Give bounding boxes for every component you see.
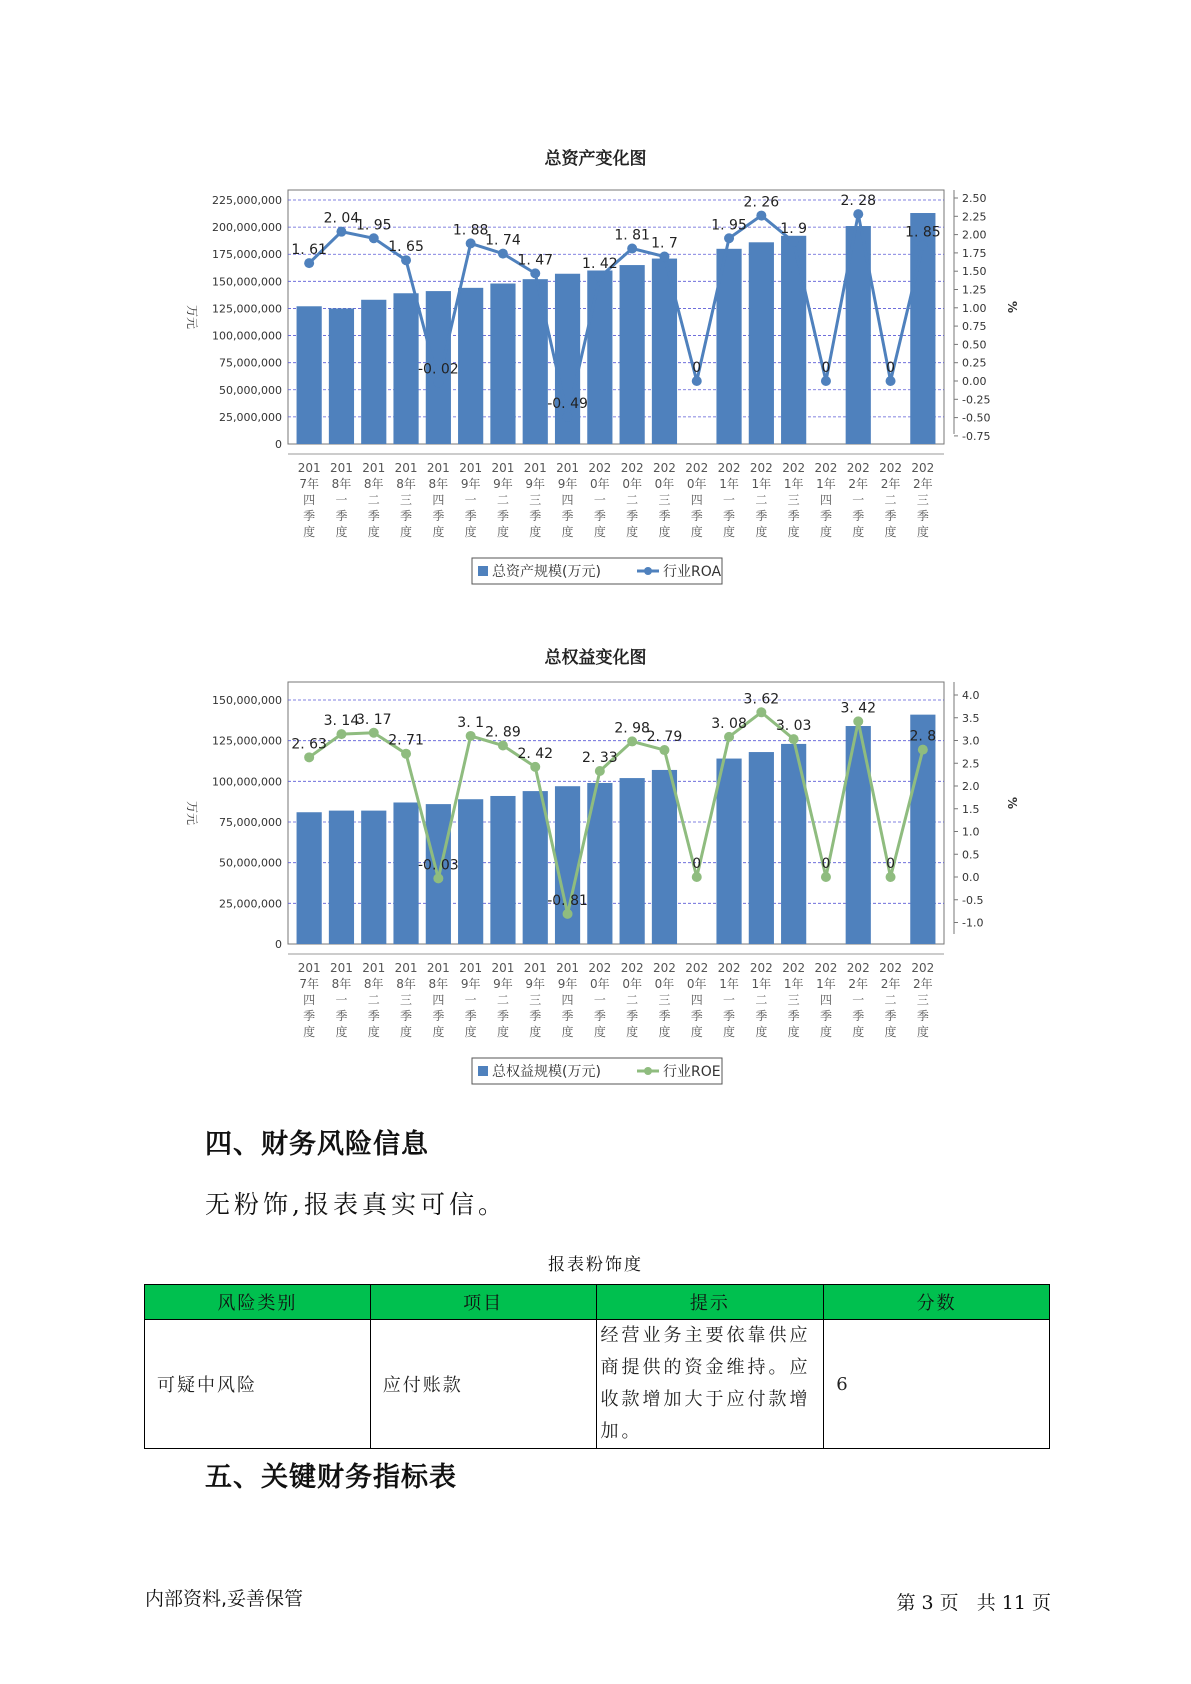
x-tick-label: 201 7年四季度 bbox=[297, 461, 321, 539]
data-label: 3. 14 bbox=[323, 713, 360, 730]
header-score: 分数 bbox=[824, 1285, 1050, 1320]
x-tick-label: 201 8年一季度 bbox=[329, 961, 353, 1039]
x-tick-label: 201 8年四季度 bbox=[426, 461, 450, 539]
y-axis-label: 万元 bbox=[185, 800, 199, 826]
x-tick-label: 202 2年一季度 bbox=[846, 461, 870, 539]
x-tick-label: 201 8年四季度 bbox=[426, 961, 450, 1039]
x-tick-label: 202 0年四季度 bbox=[685, 961, 709, 1039]
data-label: 1. 9 bbox=[780, 220, 808, 237]
bar bbox=[652, 770, 677, 944]
y2-tick-label: 1.0 bbox=[962, 825, 980, 839]
x-tick-label: 202 1年三季度 bbox=[782, 461, 806, 539]
data-label: 2. 26 bbox=[743, 194, 780, 211]
y-tick-label: 75,000,000 bbox=[219, 356, 282, 370]
data-label: 1. 42 bbox=[582, 256, 618, 273]
bar bbox=[555, 786, 580, 944]
y-tick-label: 25,000,000 bbox=[219, 410, 282, 424]
x-tick-label: 201 9年二季度 bbox=[491, 461, 515, 539]
y2-tick-label: -0.50 bbox=[962, 411, 991, 425]
data-label: 1. 95 bbox=[355, 217, 392, 234]
line-point bbox=[756, 211, 766, 221]
line-point bbox=[433, 377, 443, 387]
x-tick-label: 202 0年一季度 bbox=[588, 461, 612, 539]
line-point bbox=[466, 731, 476, 741]
x-tick-label: 202 1年四季度 bbox=[814, 461, 838, 539]
line-point bbox=[918, 241, 928, 251]
line-point bbox=[789, 237, 799, 247]
line-point bbox=[918, 745, 928, 755]
bar bbox=[781, 236, 806, 444]
table-caption: 报表粉饰度 bbox=[548, 1255, 643, 1275]
x-tick-label: 202 0年四季度 bbox=[685, 461, 709, 539]
x-tick-label: 201 9年四季度 bbox=[556, 461, 580, 539]
bar bbox=[490, 284, 515, 444]
cell-category: 可疑中风险 bbox=[145, 1320, 371, 1449]
data-label: -0. 81 bbox=[547, 892, 588, 909]
y2-tick-label: 2.25 bbox=[962, 210, 987, 224]
y-tick-label: 75,000,000 bbox=[219, 816, 282, 829]
data-label: -0. 02 bbox=[418, 361, 459, 378]
y2-tick-label: 1.00 bbox=[962, 301, 987, 315]
x-tick-label: 202 0年三季度 bbox=[652, 461, 676, 539]
y2-tick-label: -0.5 bbox=[962, 893, 984, 907]
line-point bbox=[627, 736, 637, 746]
x-tick-label: 202 1年四季度 bbox=[814, 961, 838, 1039]
x-tick-label: 202 1年一季度 bbox=[717, 961, 741, 1039]
x-tick-label: 201 7年四季度 bbox=[297, 961, 321, 1039]
data-label: 0 bbox=[692, 360, 702, 376]
line-point bbox=[369, 233, 379, 243]
x-tick-label: 201 9年一季度 bbox=[459, 961, 483, 1039]
x-tick-label: 201 9年三季度 bbox=[523, 961, 547, 1039]
data-label: 0 bbox=[821, 856, 831, 872]
data-label: 2. 71 bbox=[388, 732, 424, 749]
y-tick-label: 50,000,000 bbox=[219, 383, 282, 397]
y-tick-label: 25,000,000 bbox=[219, 897, 282, 911]
data-label: 1. 47 bbox=[517, 252, 554, 269]
data-label: 1. 95 bbox=[711, 217, 747, 234]
header-item: 项目 bbox=[370, 1285, 596, 1320]
line-point bbox=[369, 728, 379, 738]
assets-chart-title: 总资产变化图 bbox=[544, 149, 647, 169]
table-header-row bbox=[145, 1285, 1050, 1320]
line-point bbox=[659, 252, 669, 262]
y2-tick-label: 0.5 bbox=[962, 848, 980, 862]
x-tick-label: 201 9年三季度 bbox=[523, 461, 547, 539]
y-tick-label: 100,000,000 bbox=[212, 329, 282, 343]
data-label: 2. 89 bbox=[485, 724, 521, 741]
data-label: 3. 17 bbox=[355, 711, 392, 728]
line-point bbox=[304, 258, 314, 268]
line-point bbox=[821, 376, 831, 386]
data-label: -0. 03 bbox=[418, 857, 459, 874]
data-label: 1. 88 bbox=[452, 222, 489, 239]
line-point bbox=[659, 745, 669, 755]
legend-line-label: 行业ROA bbox=[663, 564, 722, 580]
line-point bbox=[756, 707, 766, 717]
data-label: 1. 85 bbox=[905, 224, 941, 241]
bar bbox=[361, 300, 386, 444]
line-point bbox=[433, 873, 443, 883]
y-tick-label: 50,000,000 bbox=[219, 856, 282, 870]
x-tick-label: 202 0年二季度 bbox=[620, 961, 644, 1039]
y-tick-label: 125,000,000 bbox=[212, 302, 282, 316]
table-row bbox=[145, 1320, 1050, 1449]
line-point bbox=[498, 249, 508, 259]
bar bbox=[297, 306, 322, 444]
bar bbox=[361, 811, 386, 944]
bar bbox=[587, 270, 612, 444]
legend-bar-label: 总资产规模(万元) bbox=[492, 564, 601, 580]
data-label: 3. 42 bbox=[840, 700, 877, 717]
line-point bbox=[563, 909, 573, 919]
y2-tick-label: 1.75 bbox=[962, 246, 987, 260]
line-point bbox=[498, 741, 508, 751]
y2-tick-label: 0.0 bbox=[962, 871, 980, 884]
x-tick-label: 201 9年一季度 bbox=[459, 461, 483, 539]
bar bbox=[716, 759, 741, 944]
y2-tick-label: 0.50 bbox=[962, 338, 987, 352]
y2-tick-label: 1.50 bbox=[962, 265, 987, 279]
data-label: 2. 04 bbox=[323, 210, 360, 227]
data-label: 2. 63 bbox=[291, 736, 327, 753]
y2-tick-label: 1.5 bbox=[962, 802, 980, 816]
y-tick-label: 175,000,000 bbox=[212, 248, 282, 262]
line-point bbox=[304, 752, 314, 762]
legend-bar-label: 总权益规模(万元) bbox=[492, 1064, 601, 1080]
y2-tick-label: 2.50 bbox=[962, 192, 987, 205]
data-label: 2. 33 bbox=[582, 749, 618, 766]
y-tick-label: 200,000,000 bbox=[212, 221, 282, 235]
line-point bbox=[336, 227, 346, 237]
section5-heading: 五、关键财务指标表 bbox=[205, 1462, 457, 1493]
section4-text: 无粉饰,报表真实可信。 bbox=[205, 1190, 507, 1219]
equity-chart-title: 总权益变化图 bbox=[544, 648, 647, 668]
data-label: 0 bbox=[692, 856, 702, 872]
bar bbox=[329, 308, 354, 444]
y2-tick-label: 2.00 bbox=[962, 228, 987, 242]
data-label: 0 bbox=[821, 360, 831, 376]
bar bbox=[393, 802, 418, 944]
x-tick-label: 201 8年二季度 bbox=[362, 961, 386, 1039]
x-tick-label: 201 8年三季度 bbox=[394, 961, 418, 1039]
x-tick-label: 201 9年四季度 bbox=[556, 961, 580, 1039]
line-point bbox=[692, 872, 702, 882]
bar bbox=[329, 811, 354, 944]
legend-line-marker bbox=[644, 567, 652, 575]
y2-tick-label: -0.25 bbox=[962, 393, 991, 407]
x-tick-label: 202 2年一季度 bbox=[846, 961, 870, 1039]
legend-line-marker bbox=[644, 1067, 652, 1075]
line-point bbox=[336, 729, 346, 739]
data-label: 2. 28 bbox=[840, 193, 877, 210]
data-label: 2. 42 bbox=[517, 745, 554, 762]
x-tick-label: 202 1年一季度 bbox=[717, 461, 741, 539]
cell-score: 6 bbox=[824, 1320, 1050, 1449]
x-tick-label: 201 8年一季度 bbox=[329, 461, 353, 539]
bar bbox=[749, 752, 774, 944]
bar bbox=[620, 265, 645, 444]
data-label: 3. 62 bbox=[743, 691, 780, 708]
line-point bbox=[853, 209, 863, 219]
equity-chart bbox=[0, 670, 1191, 1090]
bar bbox=[458, 288, 483, 444]
cell-hint: 经营业务主要依靠供应商提供的资金维持。应收款增加大于应付款增加。 bbox=[596, 1320, 824, 1449]
data-label: 1. 65 bbox=[388, 239, 424, 256]
cell-item: 应付账款 bbox=[370, 1320, 596, 1449]
y-tick-label: 125,000,000 bbox=[212, 734, 282, 748]
y2-tick-label: 3.0 bbox=[962, 734, 980, 748]
y2-axis-label: % bbox=[1005, 300, 1019, 314]
assets-chart bbox=[0, 170, 1191, 590]
line-point bbox=[466, 238, 476, 248]
bar bbox=[393, 293, 418, 444]
y2-axis-label: % bbox=[1005, 796, 1019, 810]
data-label: 0 bbox=[886, 856, 896, 872]
x-tick-label: 202 2年三季度 bbox=[911, 461, 935, 539]
y2-tick-label: 3.5 bbox=[962, 711, 980, 725]
line-point bbox=[530, 762, 540, 772]
data-label: 2. 98 bbox=[614, 720, 650, 737]
bar bbox=[297, 812, 322, 944]
data-label: 1. 81 bbox=[614, 227, 650, 244]
line-point bbox=[401, 255, 411, 265]
x-tick-label: 202 0年三季度 bbox=[652, 961, 676, 1039]
x-tick-label: 202 1年二季度 bbox=[749, 961, 773, 1039]
data-label: 1. 7 bbox=[651, 235, 678, 252]
y-tick-label: 150,000,000 bbox=[212, 694, 282, 707]
line-point bbox=[724, 732, 734, 742]
x-tick-label: 202 2年三季度 bbox=[911, 961, 935, 1039]
line-point bbox=[595, 766, 605, 776]
data-label: 1. 61 bbox=[291, 242, 327, 259]
footer-page-number: 第 3 页 共 11 页 bbox=[896, 1592, 1051, 1614]
line-point bbox=[821, 872, 831, 882]
bar bbox=[458, 799, 483, 944]
x-tick-label: 202 0年一季度 bbox=[588, 961, 612, 1039]
y2-tick-label: 2.5 bbox=[962, 757, 980, 771]
data-label: 3. 1 bbox=[457, 714, 485, 731]
y2-tick-label: 0.75 bbox=[962, 320, 987, 334]
y2-tick-label: 0.00 bbox=[962, 375, 987, 388]
risk-table bbox=[144, 1284, 1050, 1449]
data-label: 3. 08 bbox=[711, 715, 747, 732]
line-point bbox=[530, 268, 540, 278]
data-label: 0 bbox=[886, 360, 896, 376]
data-label: 2. 79 bbox=[646, 729, 683, 746]
bar bbox=[490, 796, 515, 944]
legend-line-label: 行业ROE bbox=[663, 1064, 721, 1080]
line-point bbox=[724, 233, 734, 243]
y-tick-label: 0 bbox=[275, 938, 282, 951]
y2-tick-label: 1.25 bbox=[962, 283, 987, 297]
y2-tick-label: -1.0 bbox=[962, 916, 984, 930]
line-point bbox=[627, 244, 637, 254]
line-point bbox=[692, 376, 702, 386]
y2-tick-label: -0.75 bbox=[962, 429, 991, 443]
x-tick-label: 202 1年三季度 bbox=[782, 961, 806, 1039]
legend-bar-swatch bbox=[478, 566, 488, 576]
x-tick-label: 201 8年二季度 bbox=[362, 461, 386, 539]
footer-confidential: 内部资料,妥善保管 bbox=[145, 1588, 304, 1610]
data-label: 3. 03 bbox=[775, 718, 812, 735]
line-point bbox=[886, 872, 896, 882]
x-tick-label: 202 0年二季度 bbox=[620, 461, 644, 539]
data-label: 2. 8 bbox=[909, 728, 937, 745]
y2-tick-label: 4.0 bbox=[962, 689, 980, 702]
y2-tick-label: 0.25 bbox=[962, 356, 987, 370]
section4-heading: 四、财务风险信息 bbox=[205, 1129, 429, 1160]
line-point bbox=[886, 376, 896, 386]
data-label: -0. 49 bbox=[547, 395, 588, 412]
line-point bbox=[789, 734, 799, 744]
bar bbox=[523, 279, 548, 444]
y-tick-label: 150,000,000 bbox=[212, 275, 282, 289]
x-tick-label: 202 1年二季度 bbox=[749, 461, 773, 539]
x-tick-label: 201 8年三季度 bbox=[394, 461, 418, 539]
y2-tick-label: 2.0 bbox=[962, 780, 980, 793]
line-point bbox=[595, 272, 605, 282]
data-label: 1. 74 bbox=[485, 232, 521, 249]
bar bbox=[620, 778, 645, 944]
header-category: 风险类别 bbox=[145, 1285, 371, 1320]
header-hint: 提示 bbox=[596, 1285, 824, 1320]
line-point bbox=[563, 412, 573, 422]
y-axis-label: 万元 bbox=[185, 304, 199, 330]
legend-bar-swatch bbox=[478, 1066, 488, 1076]
line-point bbox=[853, 716, 863, 726]
y-tick-label: 0 bbox=[275, 438, 282, 451]
y-tick-label: 100,000,000 bbox=[212, 775, 282, 789]
x-tick-label: 202 2年二季度 bbox=[879, 961, 903, 1039]
y-tick-label: 225,000,000 bbox=[212, 194, 282, 207]
bar bbox=[749, 242, 774, 444]
bar bbox=[523, 791, 548, 944]
x-tick-label: 201 9年二季度 bbox=[491, 961, 515, 1039]
line-point bbox=[401, 749, 411, 759]
x-tick-label: 202 2年二季度 bbox=[879, 461, 903, 539]
